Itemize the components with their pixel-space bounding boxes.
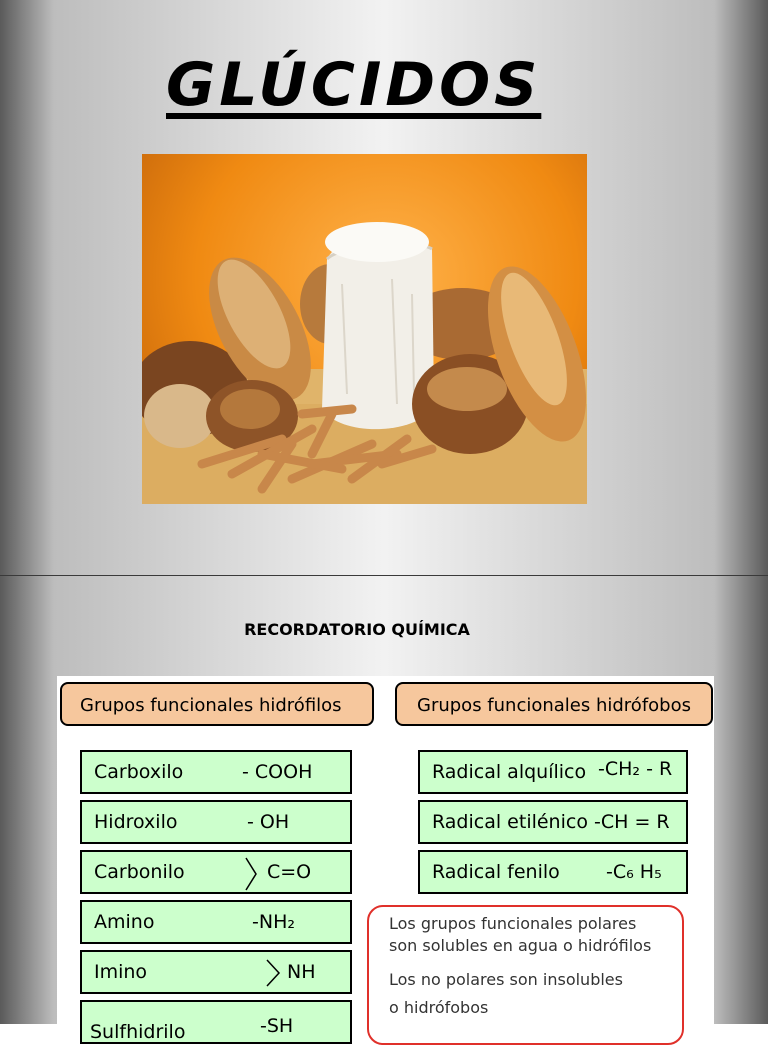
- group-formula: -C₆ H₅: [606, 861, 662, 883]
- hydrophilic-row: [80, 1000, 352, 1044]
- hydrophobic-row: [418, 750, 688, 794]
- hydrophilic-row: [80, 850, 352, 894]
- bond-bracket-icon: [264, 958, 282, 988]
- slide-subtitle: RECORDATORIO QUÍMICA: [244, 620, 470, 639]
- group-name: Carboxilo: [94, 761, 184, 783]
- group-formula: -SH: [260, 1015, 294, 1037]
- group-formula: -NH₂: [252, 911, 295, 933]
- hydrophilic-header: Grupos funcionales hidrófilos: [60, 682, 374, 726]
- group-formula: - OH: [247, 811, 290, 833]
- group-name: Sulfhidrilo: [90, 1021, 186, 1043]
- group-name: Radical etilénico: [432, 811, 588, 833]
- group-formula: C=O: [267, 861, 312, 883]
- note-line: son solubles en agua o hidrófilos: [389, 936, 652, 955]
- note-line: Los grupos funcionales polares: [389, 914, 637, 933]
- bread-flour-photo: [142, 154, 587, 504]
- hydrophobic-row: [418, 800, 688, 844]
- polarity-note: [367, 905, 684, 1045]
- hydrophilic-row: [80, 900, 352, 944]
- hydrophilic-row: [80, 750, 352, 794]
- bread-illustration: [142, 154, 587, 504]
- group-name: Carbonilo: [94, 861, 185, 883]
- note-line: Los no polares son insolubles: [389, 970, 623, 989]
- group-formula: NH: [287, 961, 316, 983]
- group-name: Hidroxilo: [94, 811, 178, 833]
- group-name: Radical alquílico: [432, 761, 587, 783]
- hydrophobic-row: [418, 850, 688, 894]
- hydrophilic-row: [80, 800, 352, 844]
- hydrophilic-row: [80, 950, 352, 994]
- note-line: o hidrófobos: [389, 998, 489, 1017]
- group-formula: - COOH: [242, 761, 313, 783]
- group-formula: -CH = R: [594, 811, 670, 833]
- group-name: Amino: [94, 911, 155, 933]
- group-name: Imino: [94, 961, 148, 983]
- hydrophobic-header: Grupos funcionales hidrófobos: [395, 682, 713, 726]
- group-formula: -CH₂ - R: [598, 758, 673, 780]
- group-name: Radical fenilo: [432, 861, 560, 883]
- bond-bracket-icon: [242, 856, 260, 892]
- slide-title: GLÚCIDOS: [166, 50, 542, 120]
